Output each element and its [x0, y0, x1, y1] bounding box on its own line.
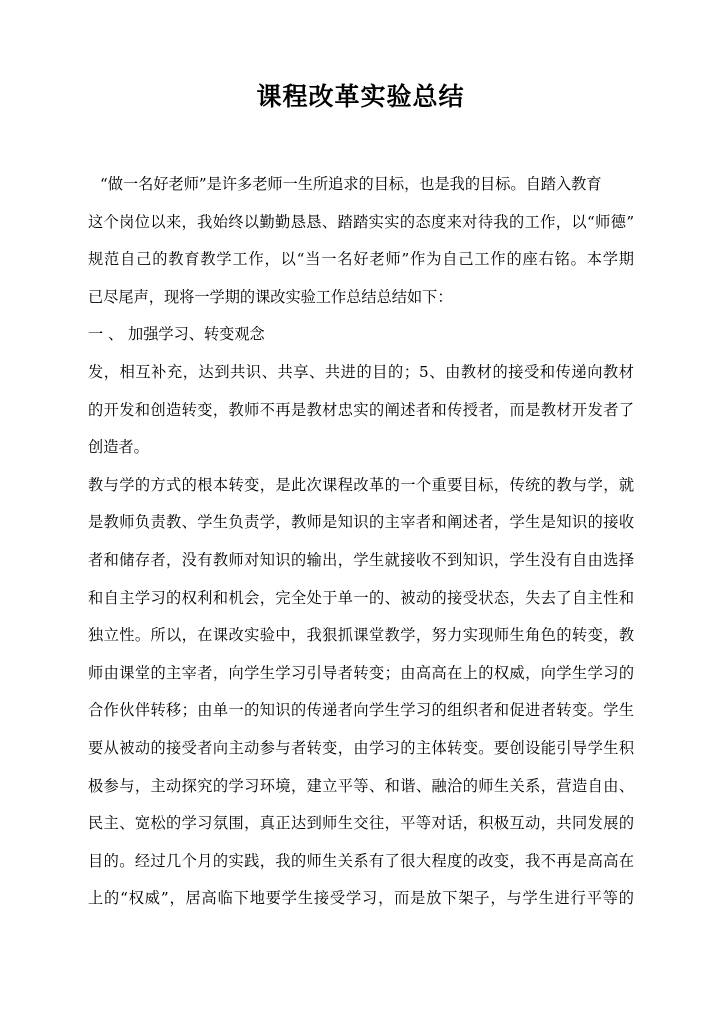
- paragraph-line: 教与学的方式的根本转变，是此次课程改革的一个重要目标，传统的教与学，就: [88, 475, 634, 494]
- paragraph-line: 上的“权威”，居高临下地要学生接受学习，而是放下架子，与学生进行平等的: [88, 889, 634, 908]
- paragraph-line: 者和储存者，没有教师对知识的输出，学生就接收不到知识，学生没有自由选择: [88, 550, 634, 569]
- paragraph-line: 要从被动的接受者向主动参与者转变，由学习的主体转变。要创设能引导学生积: [88, 738, 634, 757]
- paragraph-line: 是教师负责教、学生负责学，教师是知识的主宰者和阐述者，学生是知识的接收: [88, 513, 634, 532]
- paragraph-line: 合作伙伴转移；由单一的知识的传递者向学生学习的组织者和促进者转变。学生: [88, 701, 634, 720]
- paragraph-line: 创造者。: [88, 438, 149, 457]
- paragraph-line: 发，相互补充，达到共识、共享、共进的目的；5、由教材的接受和传递向教材: [88, 362, 634, 381]
- paragraph-line: 民主、宽松的学习氛围，真正达到师生交往，平等对话，积极互动，共同发展的: [88, 814, 634, 833]
- paragraph-line: 这个岗位以来，我始终以勤勤恳恳、踏踏实实的态度来对待我的工作，以“师德”: [88, 212, 634, 231]
- paragraph-line: 规范自己的教育教学工作，以“当一名好老师”作为自己工作的座右铭。本学期: [88, 250, 634, 269]
- page-title: 课程改革实验总结: [256, 82, 465, 111]
- document-body: [88, 166, 634, 918]
- paragraph-line: 已尽尾声，现将一学期的课改实验工作总结总结如下：: [88, 287, 453, 306]
- paragraph-line: “做一名好老师”是许多老师一生所追求的目标，也是我的目标。自踏入教育: [100, 175, 602, 193]
- paragraph-line: 目的。经过几个月的实践，我的师生关系有了很大程度的改变，我不再是高高在: [88, 851, 634, 870]
- section-heading: 一 、 加强学习、转变观念: [88, 325, 265, 344]
- paragraph-line: 和自主学习的权利和机会，完全处于单一的、被动的接受状态，失去了自主性和: [88, 588, 634, 607]
- paragraph-line: 极参与，主动探究的学习环境，建立平等、和谐、融洽的师生关系，营造自由、: [88, 776, 634, 795]
- paragraph-line: 独立性。所以，在课改实验中，我狠抓课堂教学，努力实现师生角色的转变，教: [88, 626, 634, 645]
- paragraph-line: 师由课堂的主宰者，向学生学习引导者转变；由高高在上的权威，向学生学习的: [88, 663, 634, 682]
- paragraph-line: 的开发和创造转变，教师不再是教材忠实的阐述者和传授者，而是教材开发者了: [88, 400, 634, 419]
